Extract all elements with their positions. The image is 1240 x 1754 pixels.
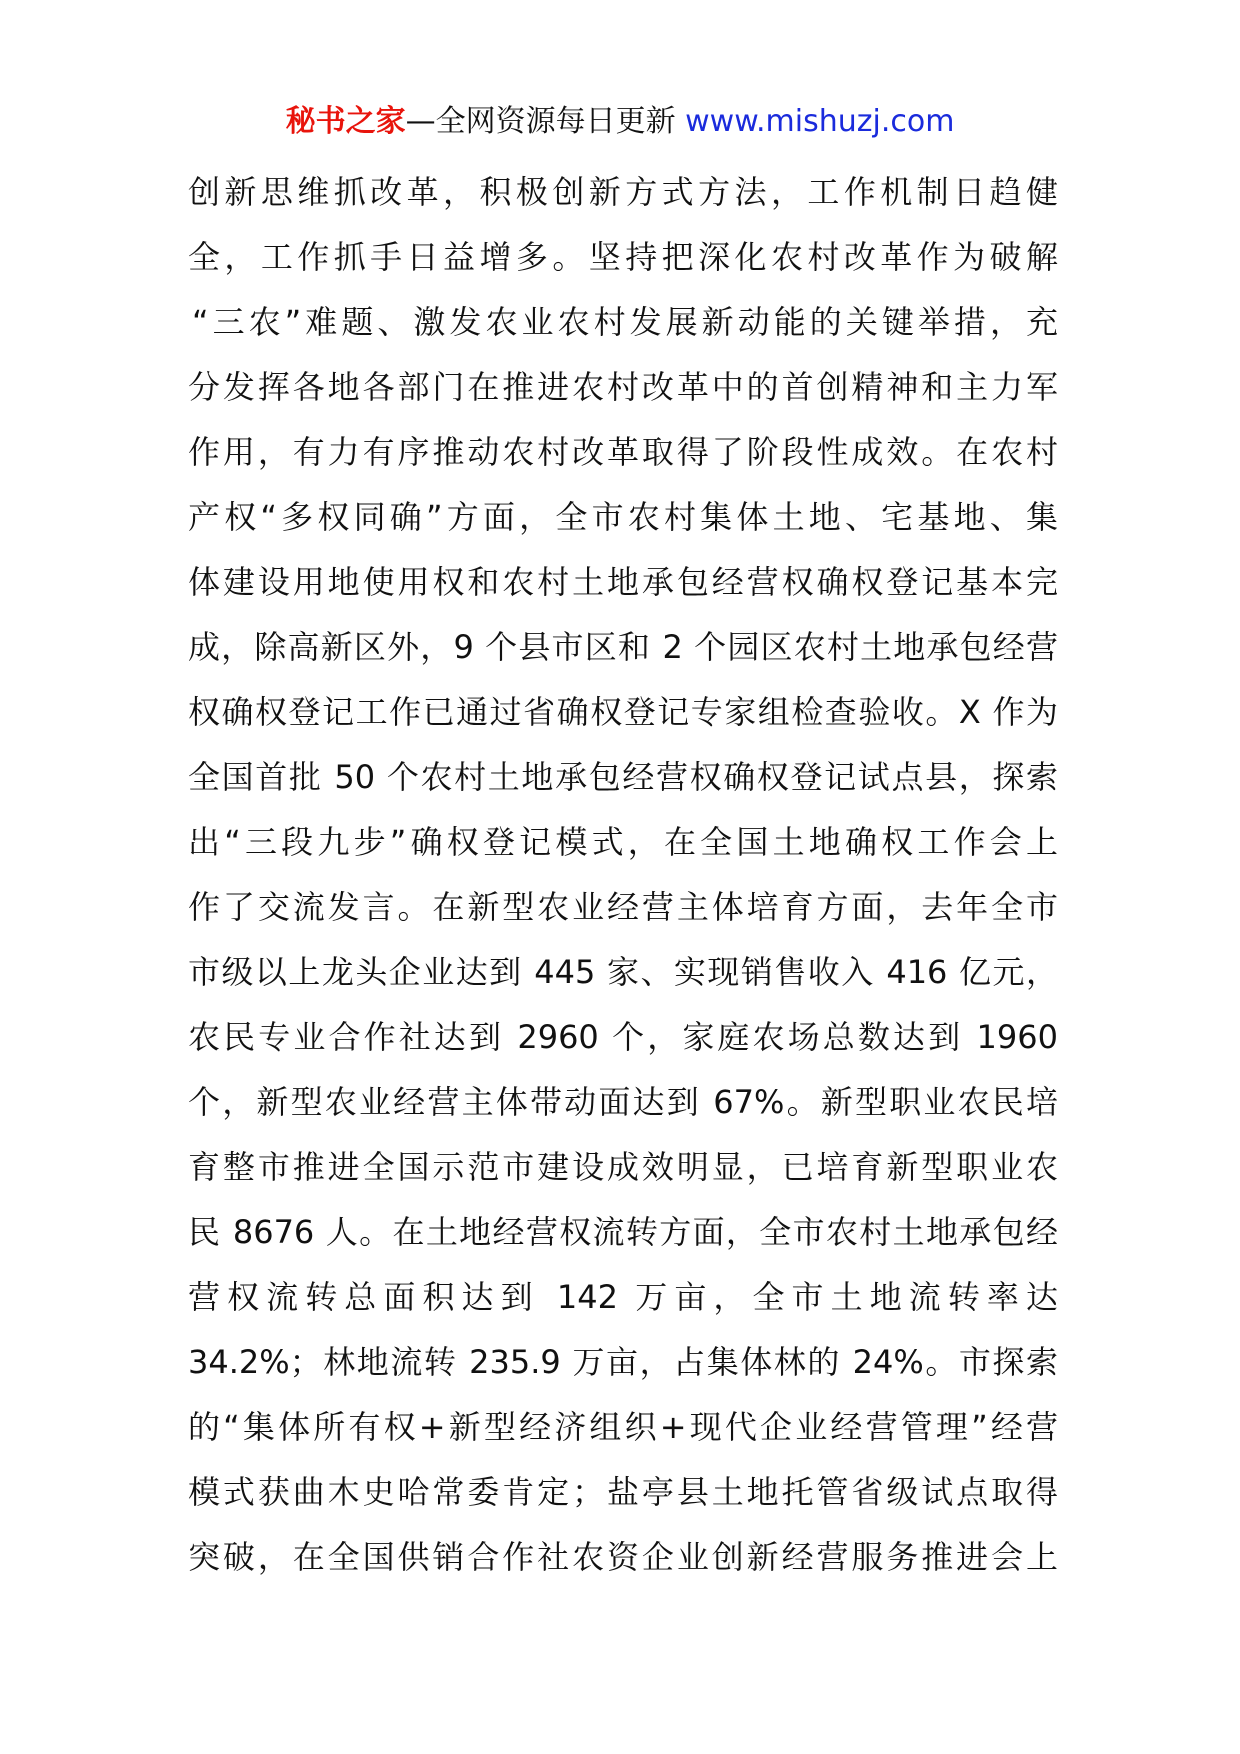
paragraph-line: 34.2%；林地流转 235.9 万亩，占集体林的 24%。市探索 <box>188 1343 1058 1381</box>
paragraph-line: 全国首批 50 个农村土地承包经营权确权登记试点县，探索 <box>188 758 1058 796</box>
paragraph-line: 营权流转总面积达到 142 万亩，全市土地流转率达 <box>188 1278 1058 1316</box>
paragraph-line: 权确权登记工作已通过省确权登记专家组检查验收。X 作为 <box>188 693 1058 731</box>
site-url-link[interactable]: www.mishuzj.com <box>685 104 955 139</box>
paragraph-line: 个，新型农业经营主体带动面达到 67%。新型职业农民培 <box>188 1083 1058 1121</box>
paragraph-line: “三农”难题、激发农业农村发展新动能的关键举措，充 <box>192 303 1058 341</box>
paragraph-line: 民 8676 人。在土地经营权流转方面，全市农村土地承包经 <box>188 1213 1058 1251</box>
paragraph-line: 作用，有力有序推动农村改革取得了阶段性成效。在农村 <box>188 433 1058 471</box>
paragraph-line: 农民专业合作社达到 2960 个，家庭农场总数达到 1960 <box>188 1018 1058 1056</box>
paragraph-line: 体建设用地使用权和农村土地承包经营权确权登记基本完 <box>188 563 1058 601</box>
header-tagline: —全网资源每日更新 <box>405 104 676 139</box>
paragraph-line: 模式获曲木史哈常委肯定；盐亭县土地托管省级试点取得 <box>188 1473 1058 1511</box>
paragraph-line: 作了交流发言。在新型农业经营主体培育方面，去年全市 <box>188 888 1058 926</box>
paragraph-line: 产权“多权同确”方面，全市农村集体土地、宅基地、集 <box>188 498 1058 536</box>
paragraph-line: 出“三段九步”确权登记模式，在全国土地确权工作会上 <box>188 823 1058 861</box>
paragraph-line: 创新思维抓改革，积极创新方式方法，工作机制日趋健 <box>188 173 1058 211</box>
paragraph-line: 突破，在全国供销合作社农资企业创新经营服务推进会上 <box>188 1538 1058 1576</box>
paragraph-line: 分发挥各地各部门在推进农村改革中的首创精神和主力军 <box>188 368 1058 406</box>
paragraph-line: 的“集体所有权+新型经济组织+现代企业经营管理”经营 <box>188 1408 1058 1446</box>
paragraph-line: 育整市推进全国示范市建设成效明显，已培育新型职业农 <box>188 1148 1058 1186</box>
paragraph-line: 成，除高新区外，9 个县市区和 2 个园区农村土地承包经营 <box>188 628 1058 666</box>
site-header <box>0 100 1240 144</box>
paragraph-line: 市级以上龙头企业达到 445 家、实现销售收入 416 亿元， <box>188 953 1058 991</box>
document-body <box>188 160 1058 1590</box>
paragraph-line: 全，工作抓手日益增多。坚持把深化农村改革作为破解 <box>188 238 1058 276</box>
brand-name: 秘书之家 <box>285 104 406 139</box>
